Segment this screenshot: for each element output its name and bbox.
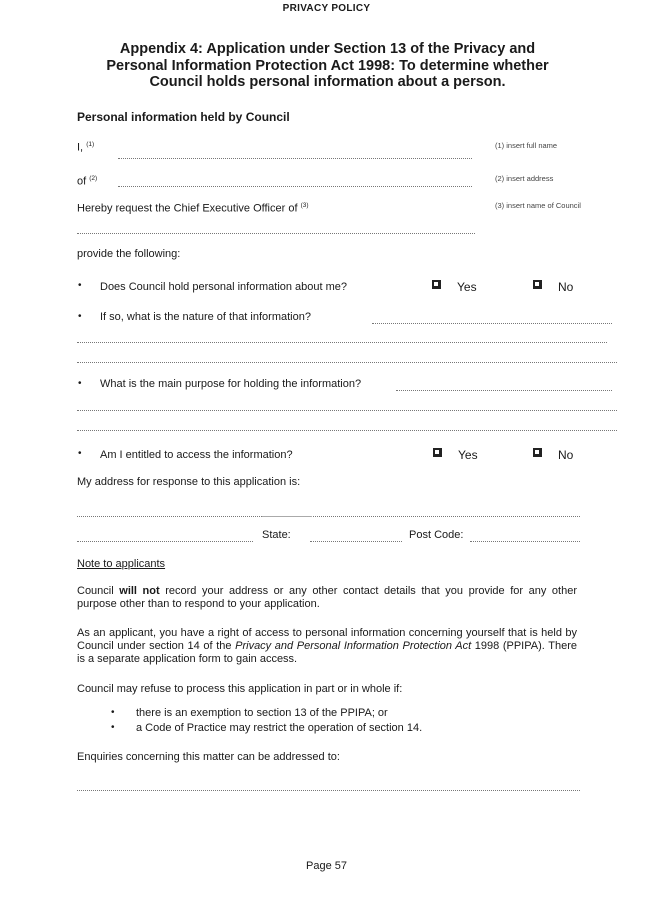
q2-answer-line-1[interactable] (372, 323, 612, 324)
response-address-field[interactable] (77, 516, 580, 517)
note-paragraph-3: Council may refuse to process this application in part or in whole if: (77, 683, 403, 695)
q3-answer-line-2[interactable] (77, 410, 617, 411)
name-field[interactable] (118, 158, 472, 159)
question-2: If so, what is the nature of that information? (100, 311, 311, 323)
postcode-field[interactable] (470, 541, 580, 542)
note-heading: Note to applicants (77, 558, 166, 570)
address-response-label: My address for response to this application is: (77, 476, 301, 488)
note-paragraph-2: As an applicant, you have a right of access to personal information concerning yourself that is held by Council under section 14 of the Privacy and Personal Information Protection Act 1998 (PPIPA). There is a separate application form to gain access. (77, 627, 577, 665)
bullet: • (78, 280, 82, 291)
section-heading: Personal information held by Council (77, 110, 290, 124)
bullet: • (78, 311, 82, 322)
question-3: What is the main purpose for holding the information? (100, 378, 362, 390)
document-title (60, 41, 595, 91)
refuse-item-1: there is an exemption to section 13 of the PPIPA; or (136, 707, 388, 719)
postcode-label: Post Code: (409, 529, 464, 541)
refuse-item-2: a Code of Practice may restrict the operation of section 14. (136, 722, 423, 734)
q2-answer-line-3[interactable] (77, 362, 617, 363)
q4-no-checkbox[interactable] (533, 448, 542, 457)
q4-yes-label: Yes (458, 448, 478, 462)
response-address-field-mark (262, 516, 312, 517)
bullet: • (78, 378, 82, 389)
title-line-3: Council holds personal information about a person. (149, 74, 506, 90)
note-paragraph-1: Council will not record your address or any other contact details that you provide for any other purpose other than to respond to your application. (77, 585, 578, 610)
page-header: PRIVACY POLICY (282, 3, 371, 14)
enquiries-text: Enquiries concerning this matter can be addressed to: (77, 751, 340, 763)
q3-answer-line-1[interactable] (396, 390, 612, 391)
council-field-note: (3) insert name of Council (495, 201, 581, 210)
suburb-field[interactable] (77, 541, 253, 542)
council-label: Hereby request the Chief Executive Officer of $^{(3)}$ (77, 202, 309, 215)
name-label: I, $^{(1)}$ (77, 141, 95, 154)
q1-no-checkbox[interactable] (533, 280, 542, 289)
council-field[interactable] (77, 233, 475, 234)
state-label: State: (262, 529, 291, 541)
state-field[interactable] (310, 541, 402, 542)
bullet: • (78, 448, 82, 459)
enquiries-field[interactable] (77, 790, 580, 791)
q4-no-label: No (558, 448, 574, 462)
q1-no-label: No (558, 280, 574, 294)
q1-yes-checkbox[interactable] (432, 280, 441, 289)
title-line-1: Appendix 4: Application under Section 13 of the Privacy and (119, 41, 536, 57)
address-label: of $^{(2)}$ (77, 175, 98, 188)
provide-text: provide the following: (77, 248, 181, 260)
q1-yes-label: Yes (457, 280, 477, 294)
bullet: • (111, 707, 115, 718)
title-line-2: Personal Information Protection Act 1998: To determine whether (106, 57, 549, 74)
q4-yes-checkbox[interactable] (433, 448, 442, 457)
bullet: • (111, 722, 115, 733)
q3-answer-line-3[interactable] (77, 430, 617, 431)
question-1: Does Council hold personal information about me? (100, 281, 348, 293)
address-field[interactable] (118, 186, 472, 187)
question-4: Am I entitled to access the information? (100, 449, 293, 461)
page-number: Page 57 (306, 860, 347, 872)
name-field-note: (1) insert full name (495, 141, 558, 150)
address-field-note: (2) insert address (495, 174, 554, 183)
q2-answer-line-2[interactable] (77, 342, 607, 343)
